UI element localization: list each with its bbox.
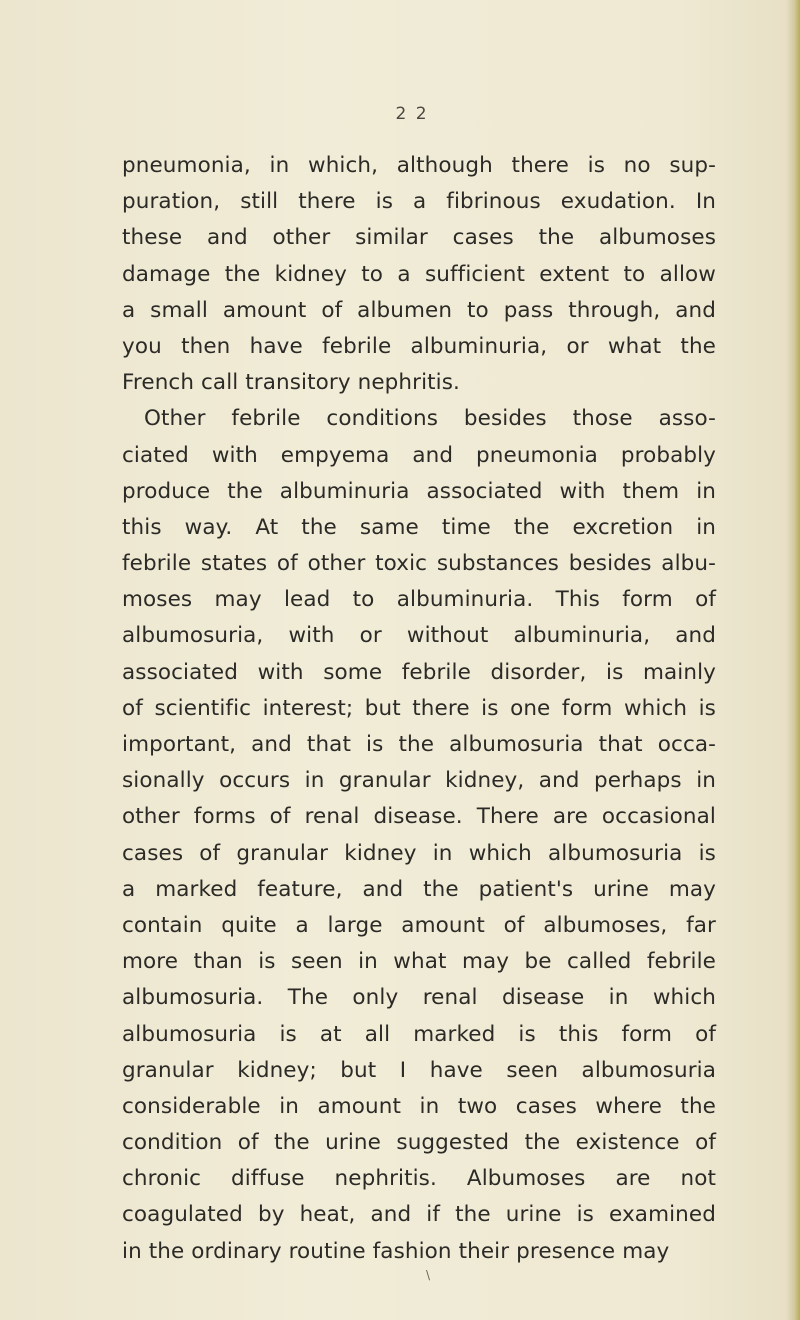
- text-line: a marked feature, and the patient's urine may: [122, 876, 716, 902]
- text-line: contain quite a large amount of albumoses, far: [122, 912, 716, 938]
- text-line: this way. At the same time the excretion in: [122, 514, 716, 540]
- text-line: albumosuria. The only renal disease in which: [122, 985, 716, 1011]
- text-line: Other febrile conditions besides those asso-: [144, 406, 716, 432]
- text-line: produce the albuminuria associated with them in: [122, 478, 716, 504]
- text-line: a small amount of albumen to pass through, and: [122, 297, 716, 323]
- text-line: more than is seen in what may be called febrile: [122, 949, 716, 975]
- text-line: puration, still there is a fibrinous exudation. In: [122, 189, 716, 215]
- text-line: febrile states of other toxic substances besides albu-: [122, 551, 716, 577]
- text-line: associated with some febrile disorder, is mainly: [122, 659, 716, 685]
- text-line: coagulated by heat, and if the urine is examined: [122, 1202, 716, 1228]
- text-line: considerable in amount in two cases where the: [122, 1093, 716, 1119]
- text-line: important, and that is the albumosuria that occa-: [122, 732, 716, 757]
- text-line: albumosuria is at all marked is this form of: [122, 1021, 716, 1047]
- text-line: you then have febrile albuminuria, or what the: [122, 333, 716, 359]
- stray-print-mark: \: [426, 1268, 431, 1282]
- text-line: cases of granular kidney in which albumosuria is: [122, 840, 716, 866]
- text-line: albumosuria, with or without albuminuria, and: [122, 623, 716, 649]
- text-line: French call transitory nephritis.: [122, 370, 460, 396]
- body-text: [122, 148, 716, 1270]
- text-line: chronic diffuse nephritis. Albumoses are not: [122, 1166, 716, 1192]
- text-line: moses may lead to albuminuria. This form of: [122, 587, 716, 613]
- text-line: pneumonia, in which, although there is no sup-: [122, 153, 716, 178]
- text-line: these and other similar cases the albumoses: [122, 225, 716, 251]
- text-line: sionally occurs in granular kidney, and perhaps in: [122, 768, 716, 794]
- text-line: in the ordinary routine fashion their presence may: [122, 1238, 670, 1264]
- text-line: of scientific interest; but there is one form which is: [122, 695, 716, 721]
- text-line: ciated with empyema and pneumonia probably: [122, 442, 716, 468]
- text-line: other forms of renal disease. There are occasional: [122, 804, 716, 830]
- text-line: granular kidney; but I have seen albumosuria: [122, 1057, 716, 1083]
- text-line: damage the kidney to a sufficient extent to allow: [122, 261, 716, 287]
- page-number: 2 2: [395, 104, 429, 124]
- text-line: condition of the urine suggested the existence of: [122, 1130, 716, 1156]
- page-edge-shadow: [786, 0, 800, 1320]
